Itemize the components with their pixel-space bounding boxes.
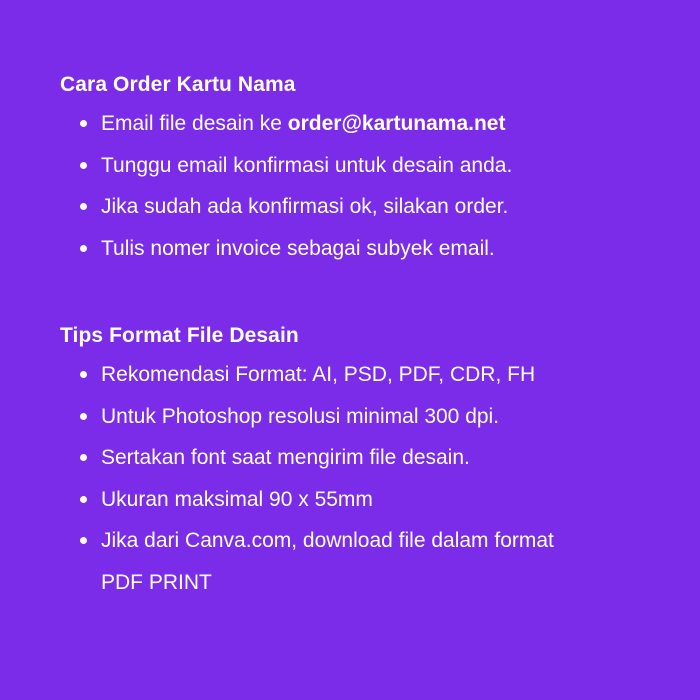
list-item-text: Tulis nomer invoice sebagai subyek email. [101, 236, 495, 260]
bullet-icon [80, 496, 87, 503]
list-item [60, 479, 660, 521]
list-item-text: Tunggu email konfirmasi untuk desain anda. [101, 153, 513, 177]
list-item-text: Rekomendasi Format: AI, PSD, PDF, CDR, FH [101, 363, 536, 386]
bullet-icon [80, 245, 87, 252]
order-email-address: order@kartunama.net [287, 112, 506, 135]
list-item [60, 145, 660, 187]
list-item-text: Jika sudah ada konfirmasi ok, silakan order. [101, 195, 509, 218]
bullet-icon [80, 120, 87, 127]
list-item-text: Jika dari Canva.com, download file dalam format [101, 529, 554, 552]
bullet-icon [80, 203, 87, 210]
list-item [60, 186, 660, 228]
bullet-icon [80, 454, 87, 461]
bullet-icon [80, 537, 87, 544]
order-section-heading: Cara Order Kartu Nama [60, 73, 296, 96]
list-item [60, 103, 660, 145]
bullet-icon [80, 371, 87, 378]
list-item-text: Untuk Photoshop resolusi minimal 300 dpi. [101, 404, 500, 428]
bullet-icon [80, 413, 87, 420]
tips-list [60, 354, 660, 603]
list-item [60, 228, 660, 270]
list-item-text-continuation: PDF PRINT [101, 570, 212, 594]
bullet-icon [80, 162, 87, 169]
list-item-text: Sertakan font saat mengirim file desain. [101, 446, 470, 469]
list-item-text: Email file desain ke [101, 112, 288, 135]
file-format-tips-section [60, 319, 660, 603]
list-item [60, 520, 660, 603]
list-item [60, 396, 660, 438]
order-instructions-section [60, 68, 660, 269]
tips-section-heading: Tips Format File Desain [60, 324, 299, 347]
list-item [60, 354, 660, 396]
list-item-text: Ukuran maksimal 90 x 55mm [101, 487, 373, 511]
order-steps-list [60, 103, 660, 269]
list-item [60, 437, 660, 479]
